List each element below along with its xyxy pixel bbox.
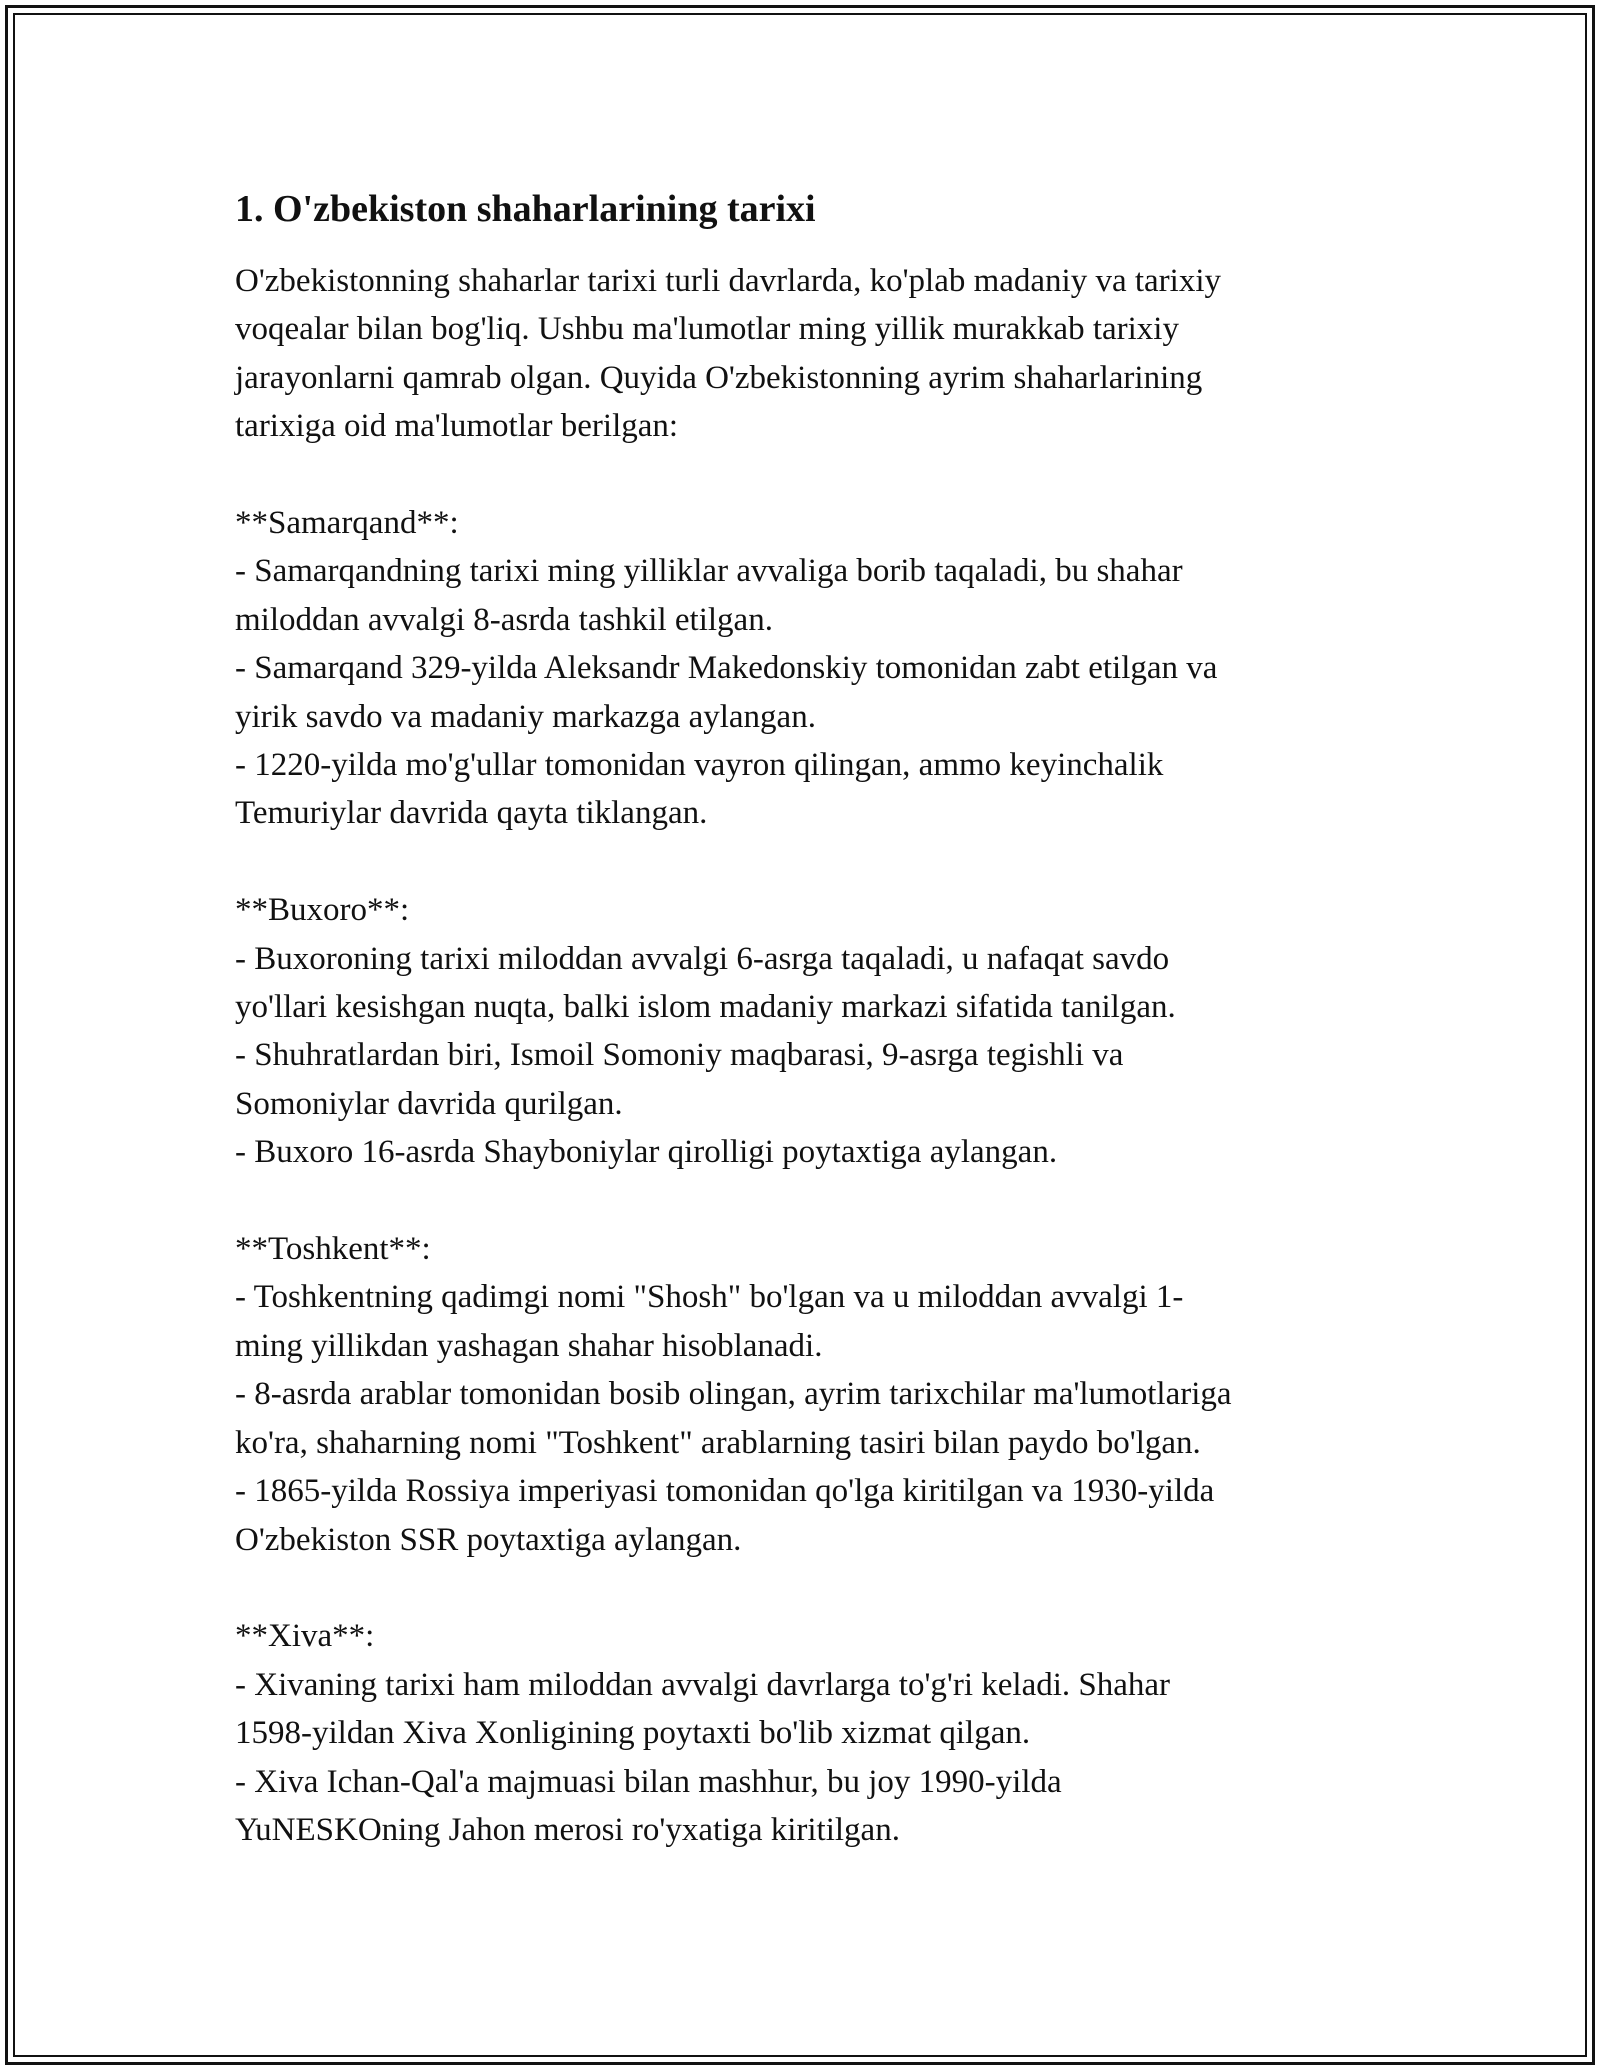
blank-line	[235, 1564, 1365, 1612]
section-line: - Samarqand 329-yilda Aleksandr Makedonskiy tomonidan zabt etilgan va	[235, 650, 1218, 687]
section-title: **Toshkent**:	[235, 1231, 431, 1268]
intro-line: jarayonlarni qamrab olgan. Quyida O'zbekistonning ayrim shaharlarining	[235, 359, 1203, 396]
section-line: - Buxoro 16-asrda Shayboniylar qirolligi poytaxtiga aylangan.	[235, 1134, 1058, 1171]
section-line: O'zbekiston SSR poytaxtiga aylangan.	[235, 1521, 742, 1558]
document-body	[235, 185, 1365, 1854]
section-line: - Xivaning tarixi ham miloddan avvalgi davrlarga to'g'ri keladi. Shahar	[235, 1666, 1171, 1703]
section-line: Temuriylar davrida qayta tiklangan.	[235, 795, 708, 832]
section-line: - Shuhratlardan biri, Ismoil Somoniy maqbarasi, 9-asrga tegishli va	[235, 1037, 1124, 1074]
section-title: **Buxoro**:	[235, 892, 410, 929]
section-title: **Xiva**:	[235, 1618, 375, 1655]
intro-line: tarixiga oid ma'lumotlar berilgan:	[235, 408, 679, 445]
section-line: - 1865-yilda Rossiya imperiyasi tomonidan qo'lga kiritilgan va 1930-yilda	[235, 1473, 1215, 1510]
section-line: YuNESKOning Jahon merosi ro'yxatiga kiritilgan.	[235, 1811, 900, 1848]
section-line: - 1220-yilda mo'g'ullar tomonidan vayron qilingan, ammo keyinchalik	[235, 747, 1164, 784]
section-line: ming yillikdan yashagan shahar hisoblanadi.	[235, 1327, 823, 1364]
blank-line	[235, 838, 1365, 886]
section-line: miloddan avvalgi 8-asrda tashkil etilgan.	[235, 601, 773, 638]
section-line: yirik savdo va madaniy markazga aylangan.	[235, 698, 816, 735]
section-buxoro	[235, 886, 1365, 1176]
section-line: Somoniylar davrida qurilgan.	[235, 1085, 623, 1122]
blank-line	[235, 451, 1365, 499]
section-title: **Samarqand**:	[235, 505, 459, 542]
document-heading: 1. O'zbekiston shaharlarining tarixi	[235, 188, 816, 230]
section-line: 1598-yildan Xiva Xonligining poytaxti bo'lib xizmat qilgan.	[235, 1715, 1031, 1752]
blank-line	[235, 1177, 1365, 1225]
section-xiva	[235, 1612, 1365, 1854]
section-line: yo'llari kesishgan nuqta, balki islom madaniy markazi sifatida tanilgan.	[235, 989, 1176, 1026]
section-line: - Xiva Ichan-Qal'a majmuasi bilan mashhur, bu joy 1990-yilda	[235, 1763, 1062, 1800]
section-line: - Samarqandning tarixi ming yilliklar avvaliga borib taqaladi, bu shahar	[235, 553, 1183, 590]
section-samarqand	[235, 499, 1365, 838]
intro-paragraph	[235, 257, 1365, 451]
section-toshkent	[235, 1225, 1365, 1564]
section-line: - Buxoroning tarixi miloddan avvalgi 6-asrga taqaladi, u nafaqat savdo	[235, 940, 1170, 977]
section-line: - Toshkentning qadimgi nomi "Shosh" bo'lgan va u miloddan avvalgi 1-	[235, 1279, 1184, 1316]
section-line: - 8-asrda arablar tomonidan bosib olingan, ayrim tarixchilar ma'lumotlariga	[235, 1376, 1232, 1413]
section-line: ko'ra, shaharning nomi "Toshkent" arablarning tasiri bilan paydo bo'lgan.	[235, 1424, 1201, 1461]
intro-line: O'zbekistonning shaharlar tarixi turli davrlarda, ko'plab madaniy va tarixiy	[235, 263, 1222, 299]
intro-line: voqealar bilan bog'liq. Ushbu ma'lumotlar ming yillik murakkab tarixiy	[235, 311, 1179, 348]
